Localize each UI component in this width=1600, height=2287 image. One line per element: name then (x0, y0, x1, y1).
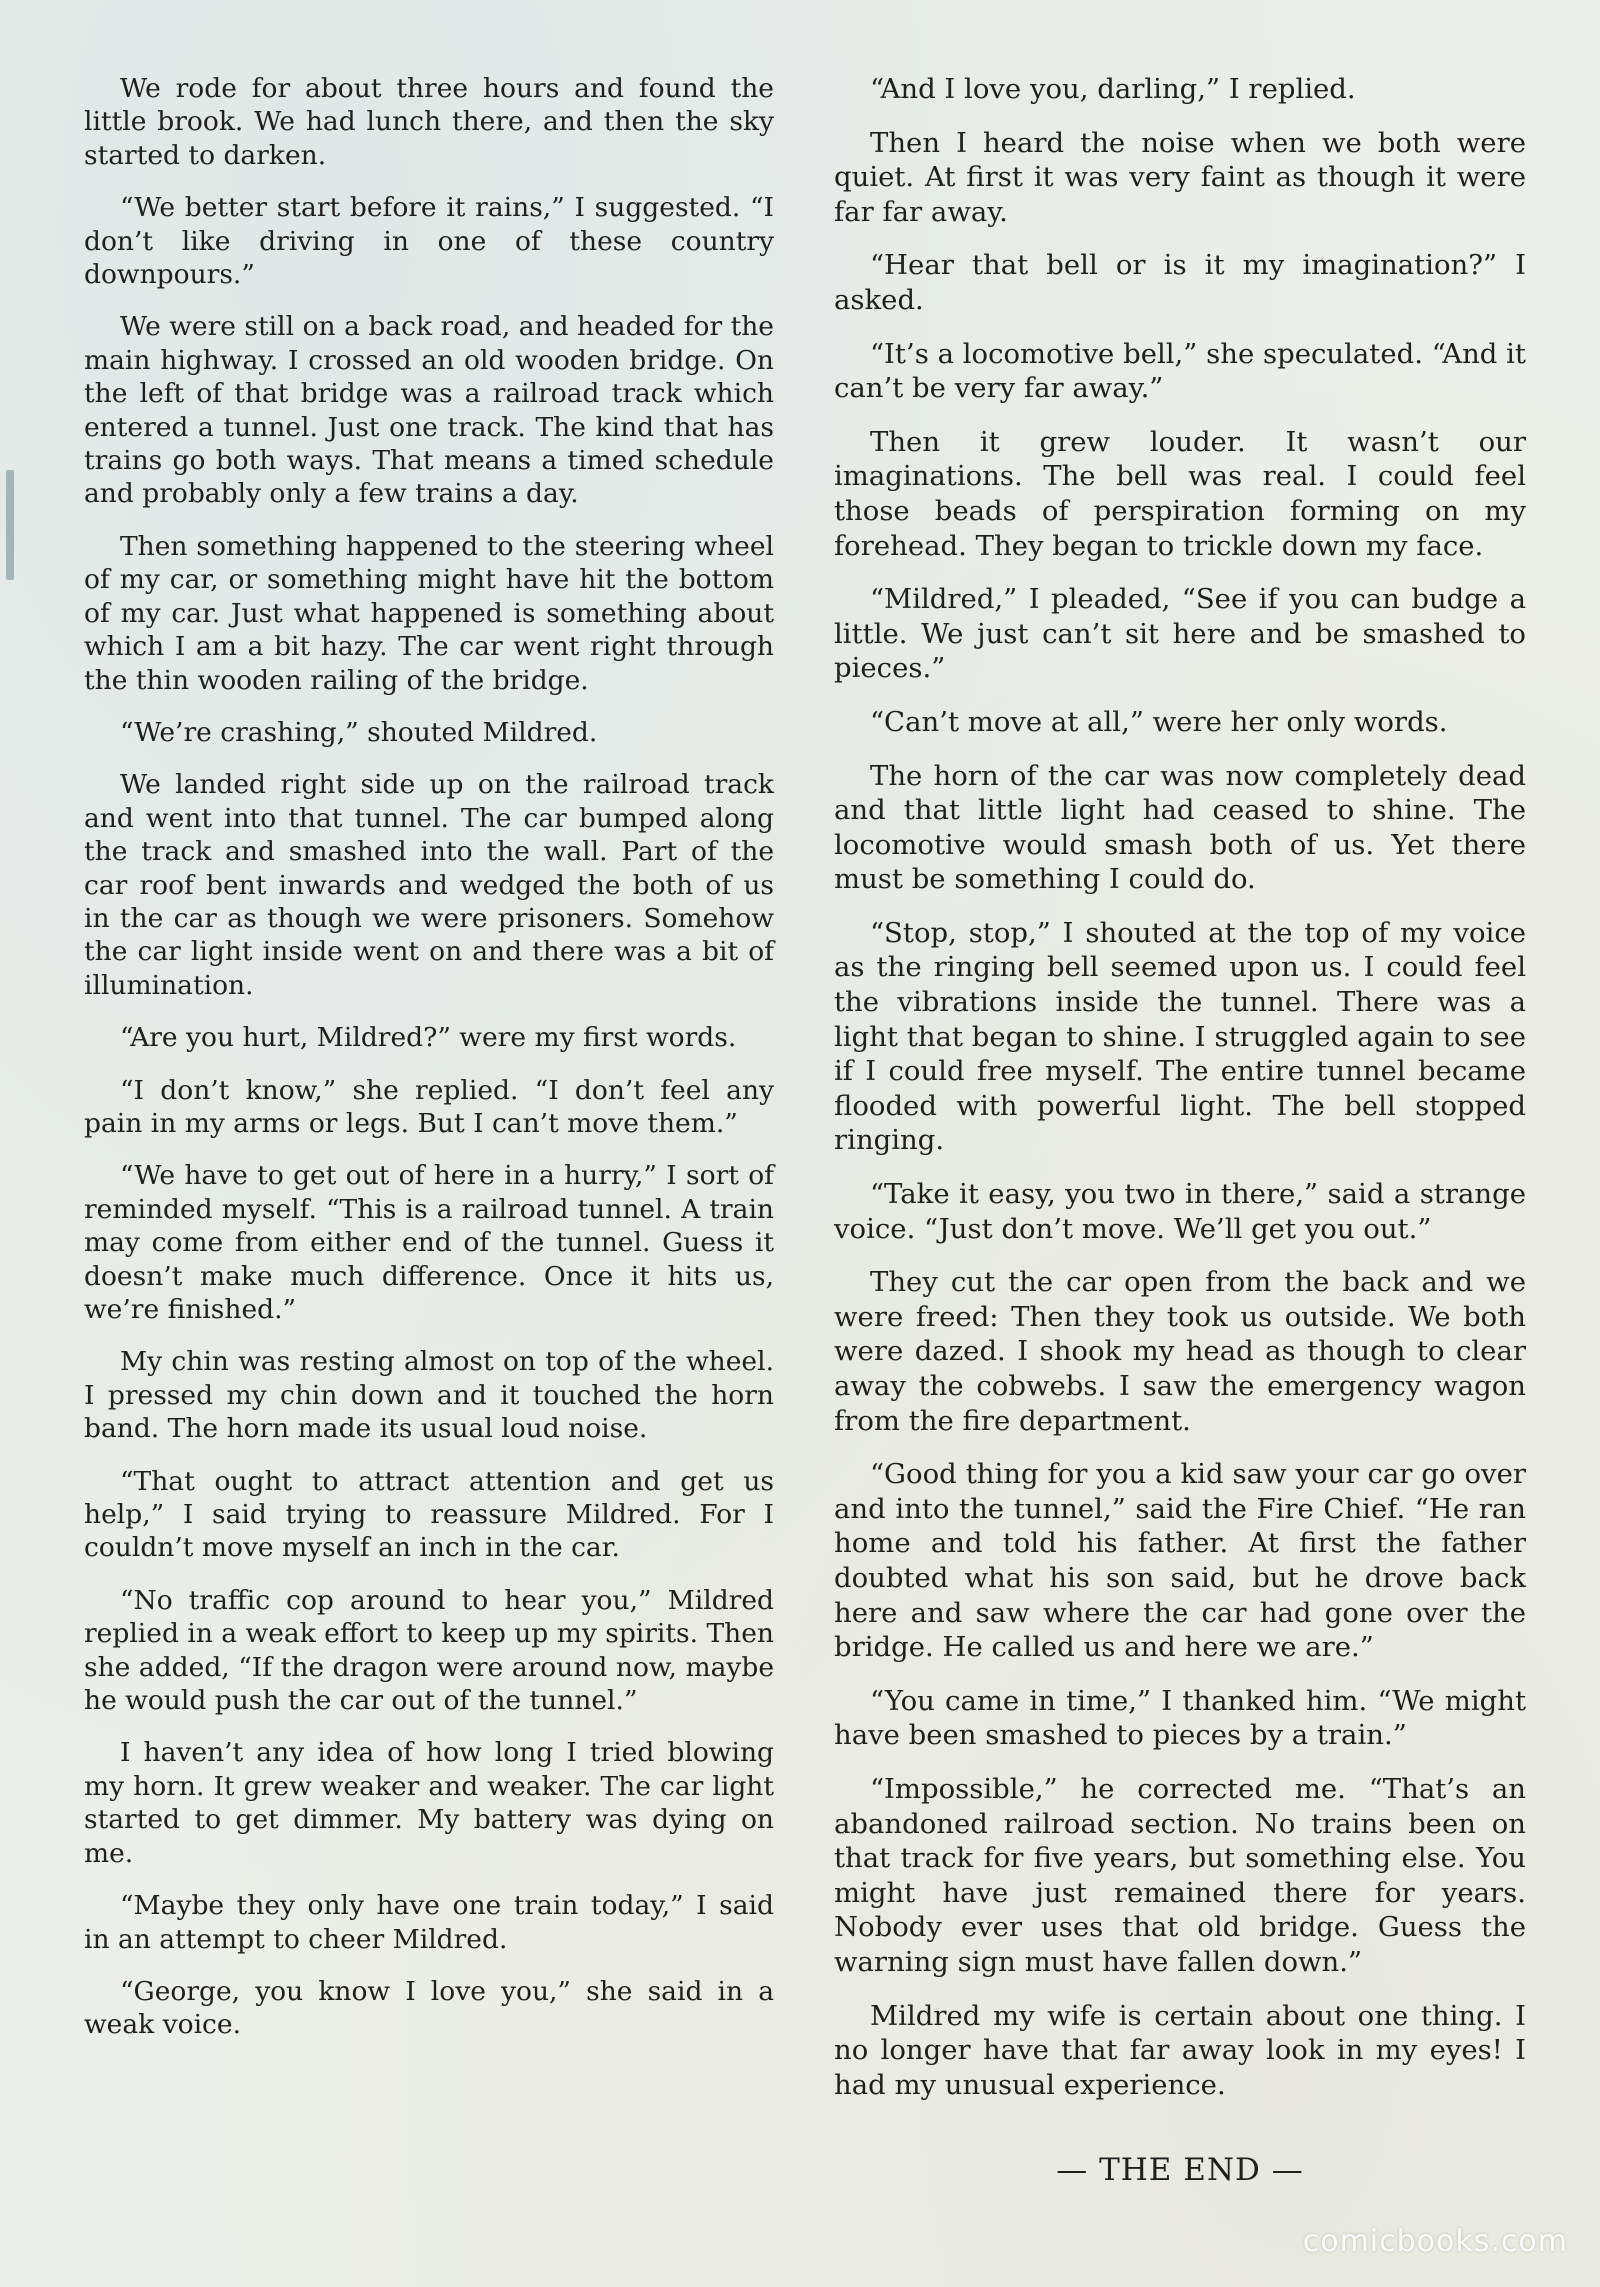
paragraph: Then I heard the noise when we both were quiet. At first it was very faint as though it were far far away. (834, 126, 1526, 228)
paragraph: We landed right side up on the railroad track and went into that tunnel. The car bumped along the track and smashed into the wall. Part of the car roof bent inwards and wedged the both of us in the car as though we were prisoners. Somehow the car light inside went on and there was a bit of illumination. (84, 769, 774, 1001)
paragraph: The horn of the car was now completely dead and that little light had ceased to shine. The locomotive would smash both of us. Yet there must be something I could do. (834, 759, 1526, 896)
paragraph: My chin was resting almost on top of the wheel. I pressed my chin down and it touched the horn band. The horn made its usual loud noise. (84, 1346, 774, 1445)
paragraph: “Can’t move at all,” were her only words. (870, 705, 1448, 738)
paragraph: “Impossible,” he corrected me. “That’s an abandoned railroad section. No trains been on that track for five years, but something else. You might have just remained there for years. Nobody ever uses that old bridge. Guess the warning sign must have fallen down.” (834, 1772, 1526, 1978)
site-watermark: comicbooks.com (1302, 2224, 1568, 2259)
paragraph: Mildred my wife is certain about one thing. I no longer have that far away look in my eyes! I had my unusual experience. (834, 1999, 1526, 2101)
paragraph: “We have to get out of here in a hurry,” I sort of reminded myself. “This is a railroad tunnel. A train may come from either end of the tunnel. Guess it doesn’t make much difference. Once it hits us, we’re finished.” (84, 1160, 774, 1325)
paragraph: “Maybe they only have one train today,” I said in an attempt to cheer Mildred. (84, 1890, 774, 1955)
paragraph: We rode for about three hours and found the little brook. We had lunch there, and then the sky started to darken. (84, 73, 774, 171)
paragraph: I haven’t any idea of how long I tried blowing my horn. It grew weaker and weaker. The car light started to get dimmer. My battery was dying on me. (84, 1737, 774, 1869)
paragraph: “We better start before it rains,” I suggested. “I don’t like driving in one of these country downpours.” (84, 192, 774, 291)
paragraph: “It’s a locomotive bell,” she speculated. “And it can’t be very far away.” (834, 337, 1526, 405)
paragraph: “You came in time,” I thanked him. “We might have been smashed to pieces by a train.” (834, 1684, 1526, 1752)
paragraph: We were still on a back road, and headed for the main highway. I crossed an old wooden bridge. On the left of that bridge was a railroad track which entered a tunnel. Just one track. The kind that has trains go both ways. That means a timed schedule and probably only a few trains a day. (84, 311, 774, 510)
paragraph: “Hear that bell or is it my imagination?” I asked. (834, 249, 1526, 316)
paragraph: They cut the car open from the back and we were freed: Then they took us outside. We both were dazed. I shook my head as though to clear away the cobwebs. I saw the emergency wagon from the fire department. (834, 1266, 1526, 1437)
paragraph: “George, you know I love you,” she said in a weak voice. (84, 1975, 774, 2041)
paragraph: “Mildred,” I pleaded, “See if you can budge a little. We just can’t sit here and be smashed to pieces.” (834, 583, 1526, 685)
left-text-column (84, 72, 774, 2061)
paragraph: “And I love you, darling,” I replied. (870, 73, 1356, 105)
paragraph: “No traffic cop around to hear you,” Mildred replied in a weak effort to keep up my spirits. Then she added, “If the dragon were around now, maybe he would push the car out of the tunnel.” (84, 1584, 774, 1717)
paragraph: “Stop, stop,” I shouted at the top of my voice as the ringing bell seemed upon us. I could feel the vibrations inside the tunnel. There was a light that began to shine. I struggled again to see if I could free myself. The entire tunnel became flooded with powerful light. The bell stopped ringing. (834, 916, 1526, 1157)
paragraph: “Are you hurt, Mildred?” were my first words. (120, 1022, 737, 1054)
paragraph: Then something happened to the steering wheel of my car, or something might have hit the bottom of my car. Just what happened is something about which I am a bit hazy. The car went right through the thin wooden railing of the bridge. (84, 530, 774, 696)
paragraph: Then it grew louder. It wasn’t our imaginations. The bell was real. I could feel those beads of perspiration forming on my forehead. They began to trickle down my face. (834, 425, 1526, 562)
the-end-mark: — THE END — (1056, 2152, 1304, 2188)
paragraph: “Take it easy, you two in there,” said a strange voice. “Just don’t move. We’ll get you out.” (834, 1178, 1526, 1245)
right-text-column (834, 72, 1526, 2121)
paragraph: “I don’t know,” she replied. “I don’t feel any pain in my arms or legs. But I can’t move them.” (84, 1074, 774, 1139)
paragraph: “Good thing for you a kid saw your car go over and into the tunnel,” said the Fire Chief. “He ran home and told his father. At first the father doubted what his son said, but he drove back here and saw where the car had gone over the bridge. He called us and here we are.” (834, 1458, 1526, 1664)
paragraph: “We’re crashing,” shouted Mildred. (120, 716, 598, 748)
page-edge-mark (6, 470, 14, 580)
paragraph: “That ought to attract attention and get us help,” I said trying to reassure Mildred. For I couldn’t move myself an inch in the car. (84, 1465, 774, 1564)
